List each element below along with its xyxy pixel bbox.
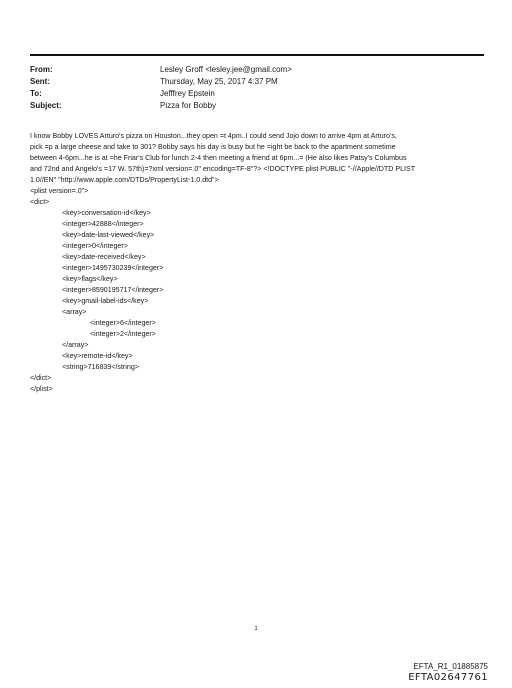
code-line: <integer>2</integer>	[90, 330, 156, 338]
code-line: <integer>1495730239</integer>	[62, 264, 164, 272]
header-row-subject	[30, 100, 490, 112]
code-line: <key>conversation-id</key>	[62, 209, 151, 217]
body-line: 1.0//EN" "http://www.apple.com/DTDs/PropertyList-1.0.dtd">	[30, 176, 219, 184]
email-body	[30, 131, 490, 395]
from-value: Lesley Groff <lesley.jee@gmail.com>	[160, 65, 292, 74]
code-line: <key>gmail-label-ids</key>	[62, 297, 149, 305]
code-line: <dict>	[30, 198, 50, 206]
header-divider	[30, 54, 484, 56]
code-line: <string>716839</string>	[62, 363, 139, 371]
code-line: <key>remote-id</key>	[62, 352, 133, 360]
code-line: <key>date-last-viewed</key>	[62, 231, 155, 239]
body-line: pick =p a large cheese and take to 301? Bobby says his day is busy but he =ight be back to the apartment sometime	[30, 143, 396, 151]
document-id-primary: EFTA_R1_01885875	[413, 662, 488, 671]
code-line: <key>flags</key>	[62, 275, 118, 283]
code-line: </array>	[62, 341, 89, 349]
subject-label: Subject:	[30, 101, 62, 110]
header-row-to	[30, 88, 490, 100]
page-number: 1	[254, 626, 258, 632]
code-line: <integer>8590195717</integer>	[62, 286, 164, 294]
code-line: <key>date-received</key>	[62, 253, 146, 261]
header-row-sent	[30, 76, 490, 88]
body-line: and 72nd and Angelo's =17 W. 57th)=?xml version=.0" encoding=TF-8"?> <!DOCTYPE plist PUBLIC "-//Apple//DTD PLIST	[30, 165, 416, 173]
document-id-secondary: EFTA02647761	[408, 672, 488, 683]
code-line: <integer>42888</integer>	[62, 220, 144, 228]
body-line: I know Bobby LOVES Arturo's pizza on Houston...they open =t 4pm..I could send Jojo down to arrive 4pm at Arturo's,	[30, 132, 397, 140]
to-label: To:	[30, 89, 42, 98]
email-header	[30, 64, 490, 112]
body-line: between 4-6pm...he is at =he Friar's Club for lunch 2-4 then meeting a friend at 6pm...= (He also likes Patsy's Columbus	[30, 154, 407, 162]
subject-value: Pizza for Bobby	[160, 101, 217, 110]
sent-value: Thursday, May 25, 2017 4:37 PM	[160, 77, 278, 86]
code-line: </dict>	[30, 374, 52, 382]
to-value: Jefffrey Epstein	[160, 89, 215, 98]
from-label: From:	[30, 65, 53, 74]
sent-label: Sent:	[30, 77, 50, 86]
code-line: <integer>6</integer>	[90, 319, 156, 327]
code-line: <plist version=.0">	[30, 187, 89, 195]
header-row-from	[30, 64, 490, 76]
code-line: <integer>0</integer>	[62, 242, 128, 250]
code-line: <array>	[62, 308, 87, 316]
code-line: </plist>	[30, 385, 53, 393]
